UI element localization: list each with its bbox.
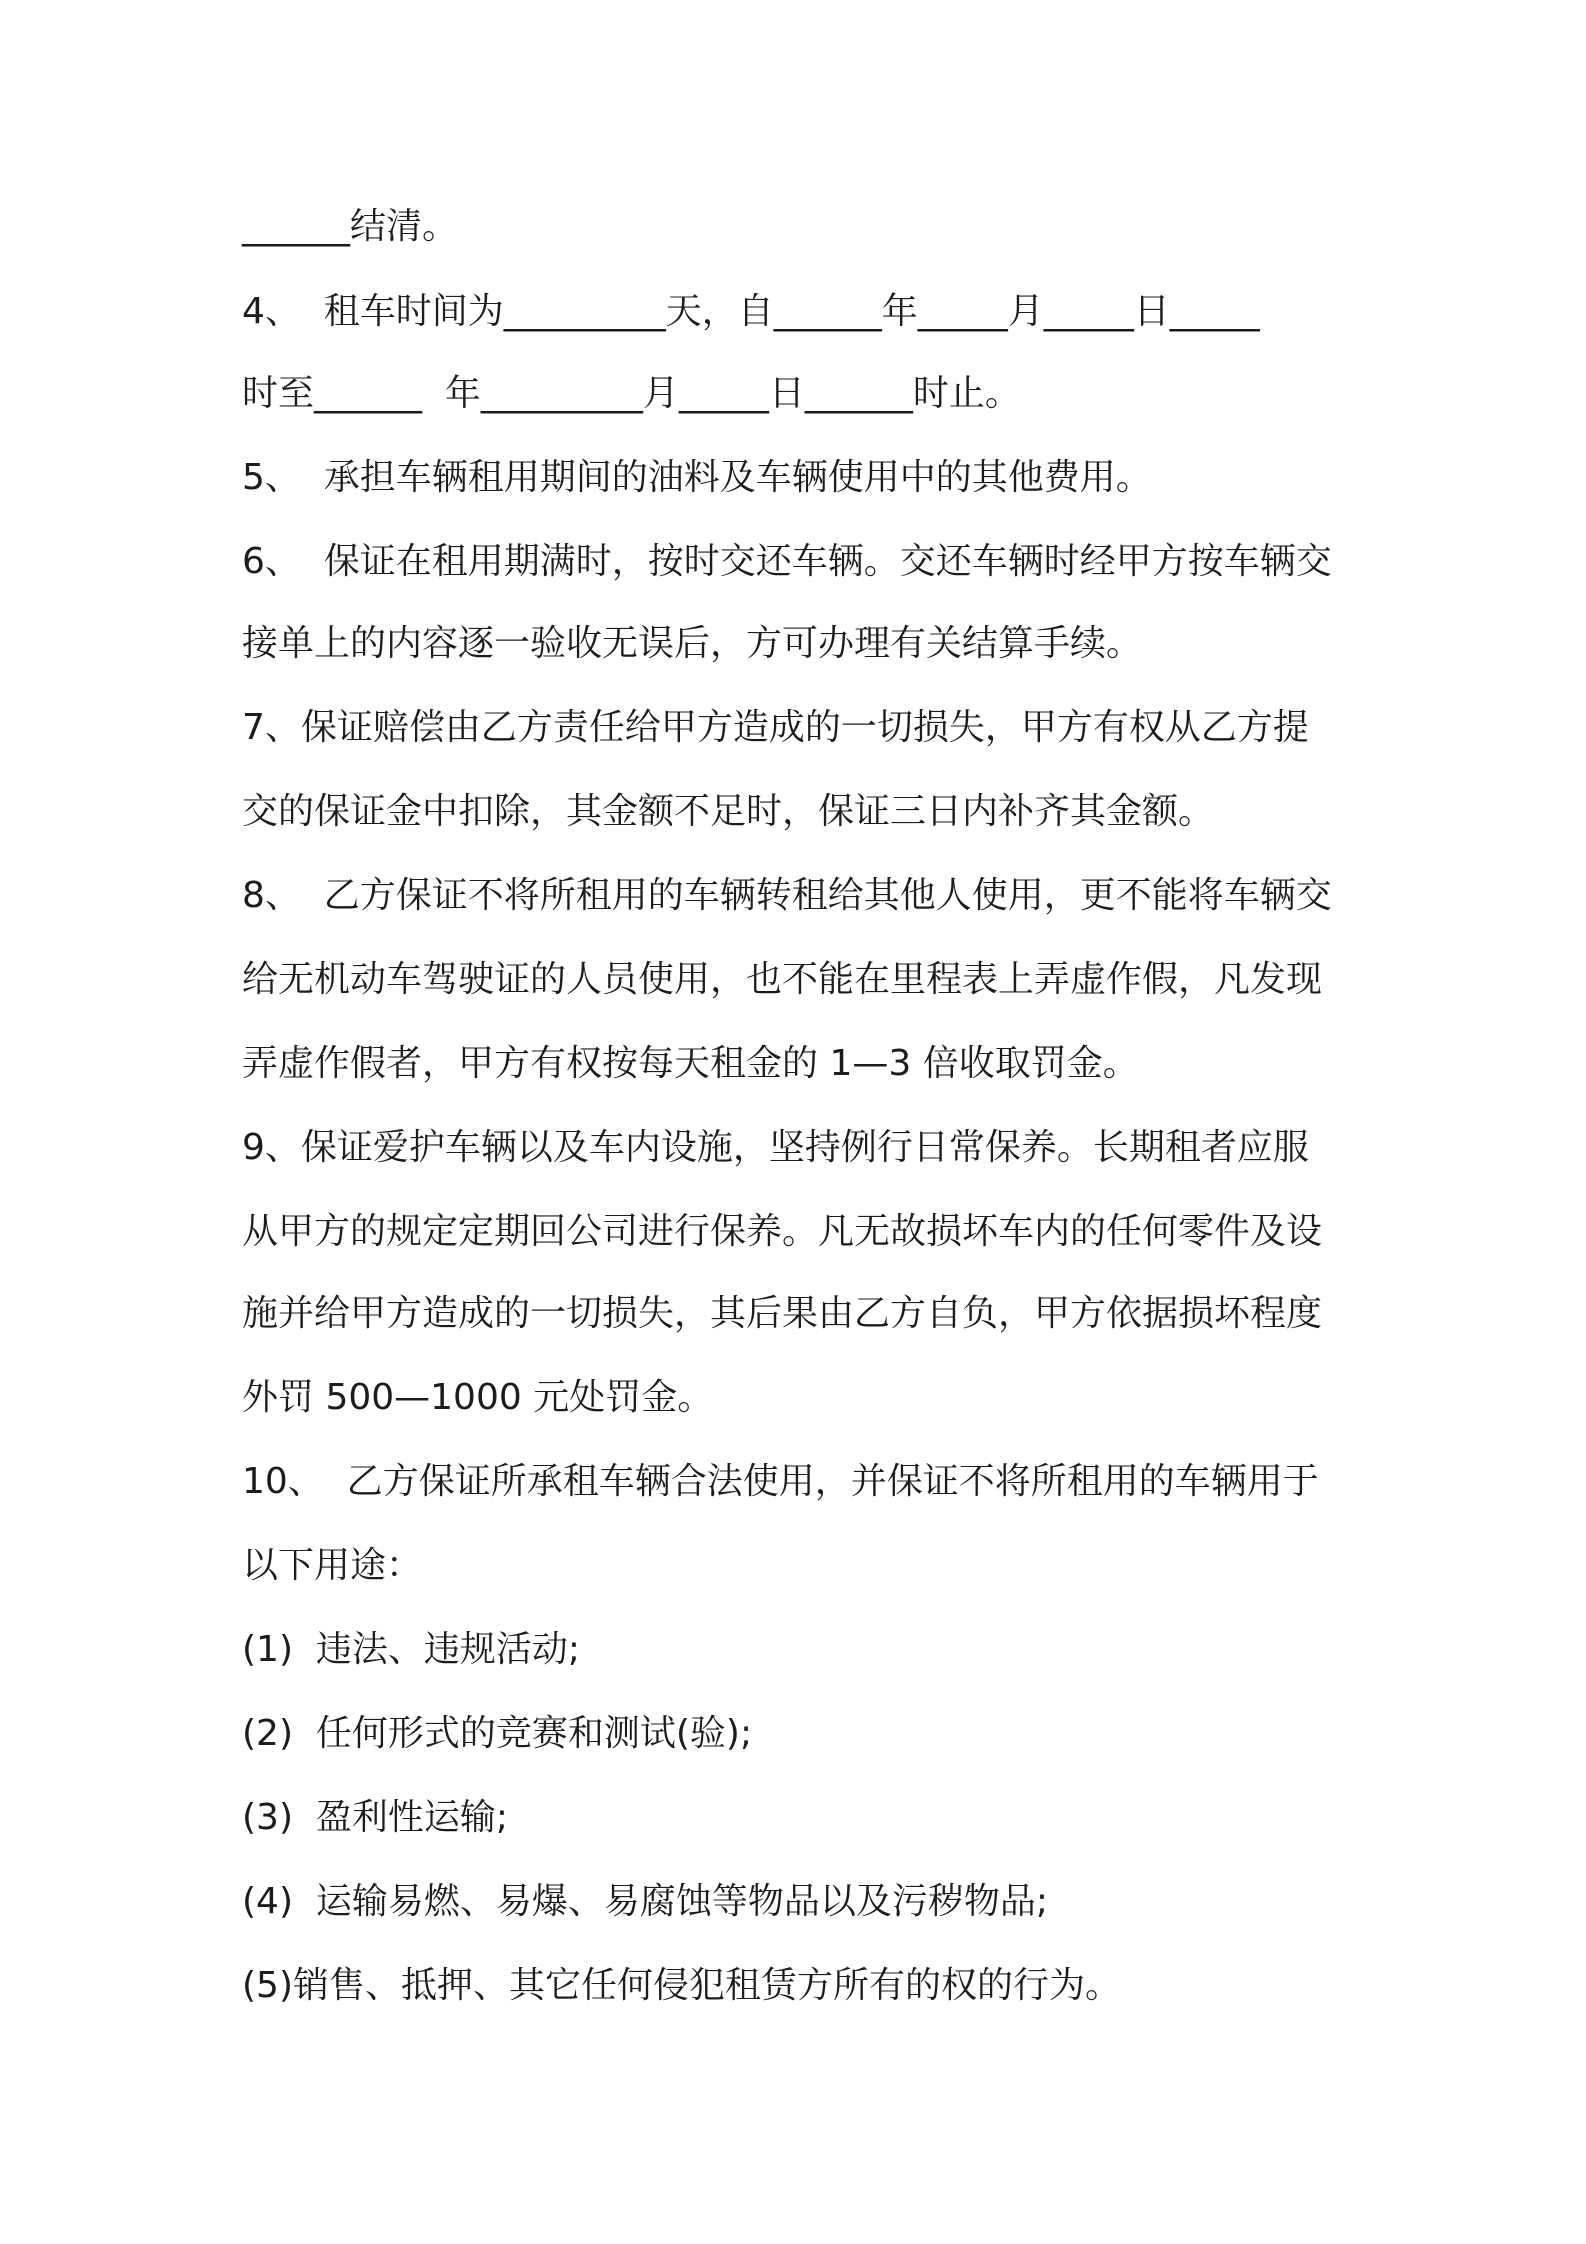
text-line: 从甲方的规定定期回公司进行保养。凡无故损坏车内的任何零件及设 [242,1211,1323,1252]
list-item: (4) 运输易燃、易爆、易腐蚀等物品以及污秽物品; [242,1881,1049,1922]
list-item: (5)销售、抵押、其它任何侵犯租赁方所有的权的行为。 [242,1965,1121,2006]
text-line: 6、 保证在租用期满时，按时交还车辆。交还车辆时经甲方按车辆交 [242,541,1332,582]
text-line: 施并给甲方造成的一切损失，其后果由乙方自负，甲方依据损坏程度 [242,1293,1323,1334]
text-line: 8、 乙方保证不将所租用的车辆转租给其他人使用，更不能将车辆交 [242,875,1332,916]
text-line: ______结清。 [242,206,459,247]
text-line: 接单上的内容逐一验收无误后，方可办理有关结算手续。 [242,623,1143,664]
text-line: 外罚 500—1000 元处罚金。 [242,1377,714,1418]
list-item: (2) 任何形式的竞赛和测试(验); [242,1713,753,1754]
text-line: 交的保证金中扣除，其金额不足时，保证三日内补齐其金额。 [242,791,1215,832]
list-item: (1) 违法、违规活动; [242,1629,581,1670]
text-line: 给无机动车驾驶证的人员使用，也不能在里程表上弄虚作假，凡发现 [242,959,1323,1000]
text-line: 时至______ 年_________月_____日______时止。 [242,373,1021,414]
text-line: 5、 承担车辆租用期间的油料及车辆使用中的其他费用。 [242,457,1152,498]
text-line: 弄虚作假者，甲方有权按每天租金的 1—3 倍收取罚金。 [242,1043,1139,1084]
list-item: (3) 盈利性运输; [242,1797,509,1838]
text-line: 以下用途： [242,1545,423,1586]
text-line: 7、保证赔偿由乙方责任给甲方造成的一切损失，甲方有权从乙方提 [242,707,1309,748]
text-line: 10、 乙方保证所承租车辆合法使用，并保证不将所租用的车辆用于 [242,1461,1319,1502]
text-line: 4、 租车时间为_________天，自______年_____月_____日_____ [242,291,1260,332]
text-line: 9、保证爱护车辆以及车内设施，坚持例行日常保养。长期租者应服 [242,1127,1309,1168]
